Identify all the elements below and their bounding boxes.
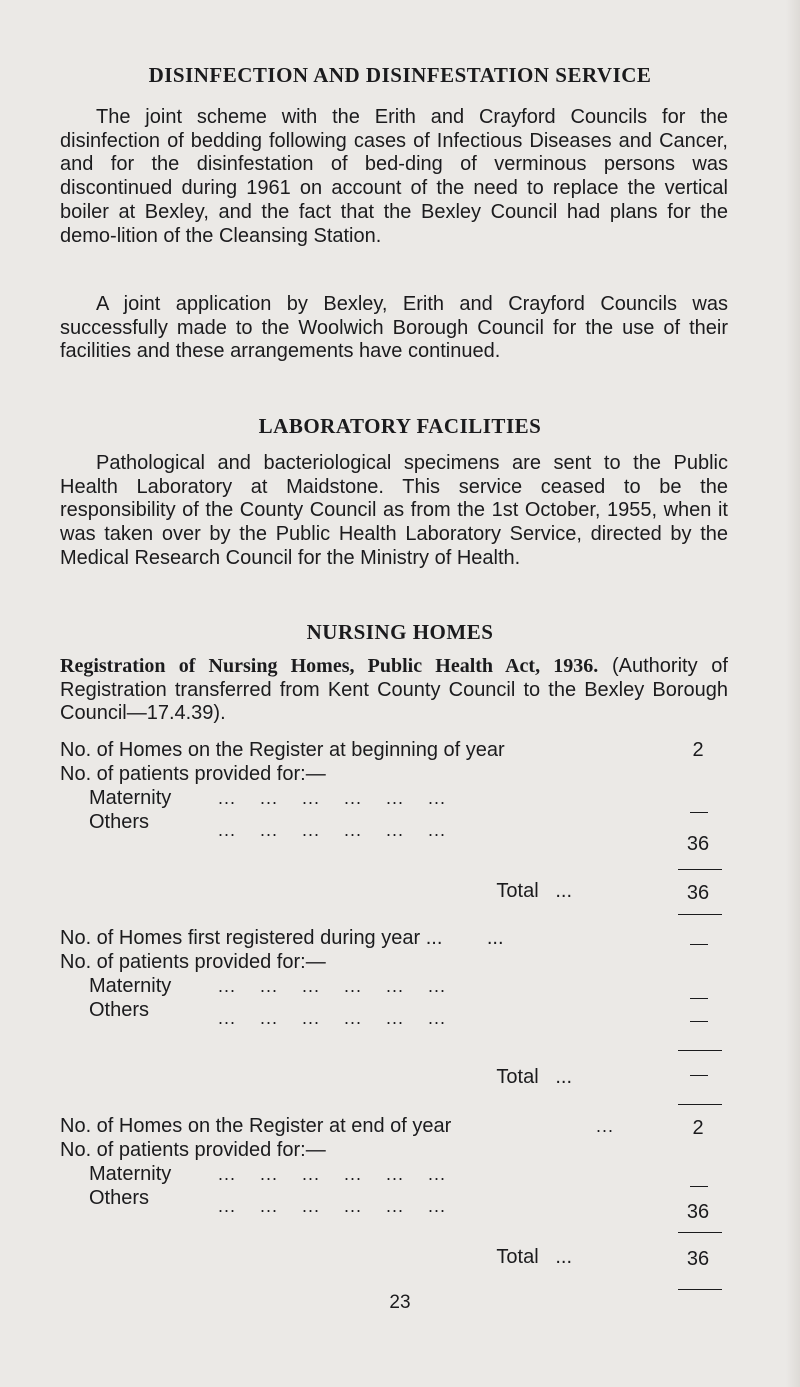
sum-rule: [678, 1289, 722, 1290]
total-value-3: 36: [686, 1248, 710, 1270]
maternity-label-2: Maternity: [89, 975, 172, 997]
disinfection-heading: DISINFECTION AND DISINFESTATION SERVICE: [148, 63, 652, 87]
total-label-2: Total: [496, 1066, 539, 1088]
total-row-1: Total ...: [496, 880, 572, 902]
sum-rule: [678, 914, 722, 915]
total-label-1: Total: [496, 880, 539, 902]
others-value-2: [690, 1021, 708, 1022]
others-label-2: Others: [89, 999, 150, 1021]
patients-provided-label-1: No. of patients provided for:—: [60, 763, 326, 785]
registration-act-title: Registration of Nursing Homes, Public Health Act, 1936.: [60, 655, 599, 677]
total-row-3: Total ...: [496, 1246, 572, 1268]
nursing-homes-heading: NURSING HOMES: [306, 620, 494, 644]
page-edge-shadow: [786, 0, 800, 1387]
total-value-2: [690, 1075, 708, 1076]
sum-rule: [678, 1232, 722, 1233]
nursing-registration-paragraph: [60, 655, 728, 726]
maternity-value-1: [690, 812, 708, 813]
leader-dots: ... ... ... ... ... ...: [218, 1196, 447, 1216]
leader-dots: ... ... ... ... ... ...: [218, 1164, 447, 1184]
laboratory-heading: LABORATORY FACILITIES: [258, 414, 542, 438]
total-row-2: Total ...: [496, 1066, 572, 1088]
maternity-label-3: Maternity: [89, 1163, 172, 1185]
homes-beginning-label: No. of Homes on the Register at beginning of year: [60, 739, 505, 761]
others-label-3: Others: [89, 1187, 150, 1209]
sum-rule: [678, 1050, 722, 1051]
homes-first-registered-text: No. of Homes first registered during year: [60, 927, 421, 949]
maternity-value-2: [690, 998, 708, 999]
others-value-3: 36: [686, 1201, 710, 1223]
leader-dots: ...: [596, 1116, 615, 1136]
laboratory-paragraph: Pathological and bacteriological specimens are sent to the Public Health Laboratory at Maidstone. This service ceased to be the responsibility of the County Council as from the 1st October, 1955, when it was taken over by the Public Health Laboratory Service, directed by the Medical Research Council for the Ministry of Health.: [60, 452, 728, 569]
homes-first-registered-value: [690, 944, 708, 945]
patients-provided-label-3: No. of patients provided for:—: [60, 1139, 326, 1161]
sum-rule: [678, 1104, 722, 1105]
total-label-3: Total: [496, 1246, 539, 1268]
page-number: 23: [389, 1292, 411, 1313]
homes-end-label: No. of Homes on the Register at end of year: [60, 1115, 452, 1137]
homes-end-value: 2: [692, 1117, 704, 1139]
others-label-1: Others: [89, 811, 150, 833]
disinfection-paragraph-1: The joint scheme with the Erith and Crayford Councils for the disinfection of bedding following cases of Infectious Diseases and Cancer, and for the disinfestation of bed-ding of verminous persons was discontinued during 1961 on account of the need to replace the vertical boiler at Bexley, and the fact that the Bexley Council had plans for the demo-lition of the Cleansing Station.: [60, 106, 728, 247]
disinfection-paragraph-2: A joint application by Bexley, Erith and Crayford Councils was successfully made to the Woolwich Borough Council for the use of their facilities and these arrangements have continued.: [60, 293, 728, 363]
total-value-1: 36: [686, 882, 710, 904]
leader-dots: ... ... ... ... ... ...: [218, 788, 447, 808]
patients-provided-label-2: No. of patients provided for:—: [60, 951, 326, 973]
leader-dots: ... ... ... ... ... ...: [218, 976, 447, 996]
leader-dots: ... ... ... ... ... ...: [218, 820, 447, 840]
homes-first-registered-label: No. of Homes first registered during year ... ...: [60, 927, 504, 949]
maternity-value-3: [690, 1186, 708, 1187]
maternity-label-1: Maternity: [89, 787, 172, 809]
leader-dots: ... ... ... ... ... ...: [218, 1008, 447, 1028]
others-value-1: 36: [686, 833, 710, 855]
registration-authority-note: (Authority of Registration transferred from Kent County Council to the Bexley Borough Council—17.4.39).: [60, 655, 728, 725]
homes-beginning-value: 2: [692, 739, 704, 761]
sum-rule: [678, 869, 722, 870]
